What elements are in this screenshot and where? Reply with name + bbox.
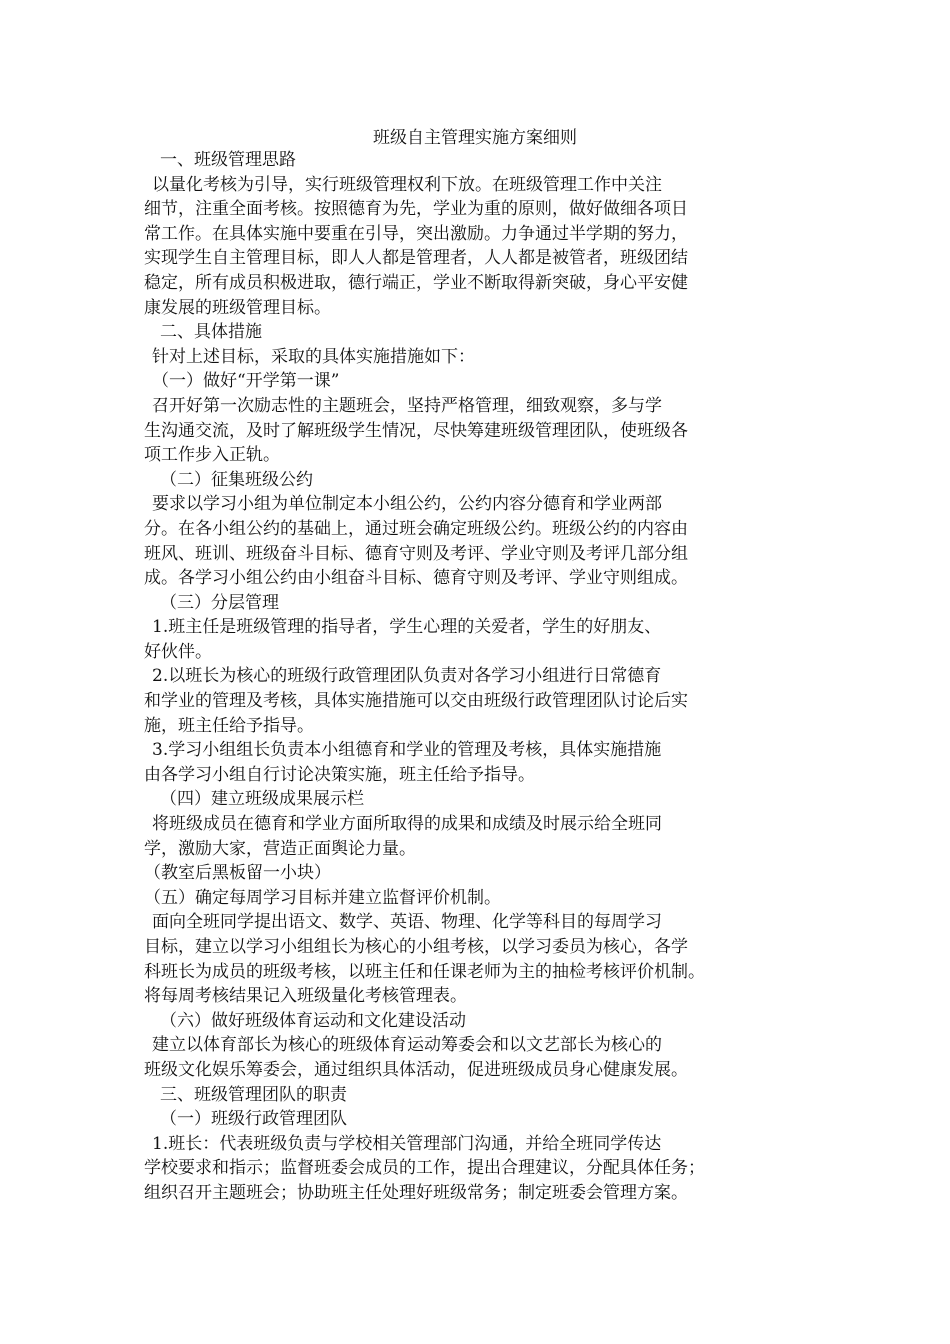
text-line: （一）做好“开学第一课” [152, 371, 340, 392]
text-line: 三、班级管理团队的职责 [160, 1084, 347, 1105]
text-line: 和学业的管理及考核，具体实施措施可以交由班级行政管理团队讨论后实 [144, 691, 688, 712]
text-line: 将每周考核结果记入班级量化考核管理表。 [144, 986, 467, 1007]
text-line: 以量化考核为引导，实行班级管理权利下放。在班级管理工作中关注 [152, 174, 662, 195]
text-line: 目标，建立以学习小组组长为核心的小组考核，以学习委员为核心，各学 [144, 937, 688, 957]
text-line: 1.班长：代表班级负责与学校相关管理部门沟通，并给全班同学传达 [152, 1133, 662, 1154]
text-line: （三）分层管理 [160, 592, 279, 613]
text-line: 班级文化娱乐筹委会，通过组织具体活动，促进班级成员身心健康发展。 [144, 1059, 688, 1080]
text-line: 康发展的班级管理目标。 [144, 297, 331, 318]
text-line: （五）确定每周学习目标并建立监督评价机制。 [144, 887, 501, 908]
text-line: 科班长为成员的班级考核，以班主任和任课老师为主的抽检考核评价机制。 [144, 961, 705, 982]
text-line: （四）建立班级成果展示栏 [160, 789, 364, 810]
text-line: 将班级成员在德育和学业方面所取得的成果和成绩及时展示给全班同 [152, 814, 662, 835]
text-line: （一）班级行政管理团队 [160, 1109, 347, 1130]
text-line: 1.班主任是班级管理的指导者，学生心理的关爱者，学生的好朋友、 [152, 617, 662, 638]
text-line: 3.学习小组组长负责本小组德育和学业的管理及考核，具体实施措施 [152, 740, 662, 761]
text-line: 分。在各小组公约的基础上，通过班会确定班级公约。班级公约的内容由 [144, 518, 688, 539]
text-line: 好伙伴。 [144, 641, 212, 662]
text-line: （二）征集班级公约 [160, 469, 313, 490]
text-line: 学校要求和指示；监督班委会成员的工作，提出合理建议，分配具体任务； [144, 1158, 705, 1179]
text-line: 组织召开主题班会；协助班主任处理好班级常务；制定班委会管理方案。 [144, 1182, 688, 1203]
text-line: 由各学习小组自行讨论决策实施，班主任给予指导。 [144, 764, 535, 785]
text-line: 施，班主任给予指导。 [144, 715, 314, 736]
text-line: 稳定，所有成员积极进取，德行端正，学业不断取得新突破，身心平安健 [144, 272, 688, 293]
text-line: 班风、班训、班级奋斗目标、德育守则及考评、学业守则及考评几部分组 [144, 543, 688, 564]
text-line: 生沟通交流，及时了解班级学生情况，尽快筹建班级管理团队，使班级各 [144, 420, 688, 441]
text-line: 要求以学习小组为单位制定本小组公约，公约内容分德育和学业两部 [152, 494, 662, 515]
text-line: 建立以体育部长为核心的班级体育运动筹委会和以文艺部长为核心的 [152, 1035, 662, 1056]
text-line: 召开好第一次励志性的主题班会，坚持严格管理，细致观察，多与学 [152, 395, 662, 416]
text-line: （六）做好班级体育运动和文化建设活动 [160, 1010, 466, 1031]
text-line: （教室后黑板留一小块） [144, 863, 331, 884]
document-body [144, 148, 784, 1206]
text-line: 二、具体措施 [160, 322, 262, 343]
text-line: 学，激励大家，营造正面舆论力量。 [144, 838, 416, 859]
text-line: 细节，注重全面考核。按照德育为先，学业为重的原则，做好做细各项日 [144, 199, 688, 220]
text-line: 针对上述目标，采取的具体实施措施如下： [152, 346, 475, 367]
text-line: 面向全班同学提出语文、数学、英语、物理、化学等科目的每周学习 [152, 912, 662, 933]
text-line: 2.以班长为核心的班级行政管理团队负责对各学习小组进行日常德育 [152, 666, 662, 687]
text-line: 实现学生自主管理目标，即人人都是管理者，人人都是被管者，班级团结 [144, 248, 688, 269]
document-title: 班级自主管理实施方案细则 [373, 128, 577, 148]
text-line: 项工作步入正轨。 [144, 445, 280, 466]
text-line: 一、班级管理思路 [160, 150, 296, 170]
text-line: 成。各学习小组公约由小组奋斗目标、德育守则及考评、学业守则组成。 [144, 568, 688, 589]
text-line: 常工作。在具体实施中要重在引导，突出激励。力争通过半学期的努力， [144, 223, 688, 244]
